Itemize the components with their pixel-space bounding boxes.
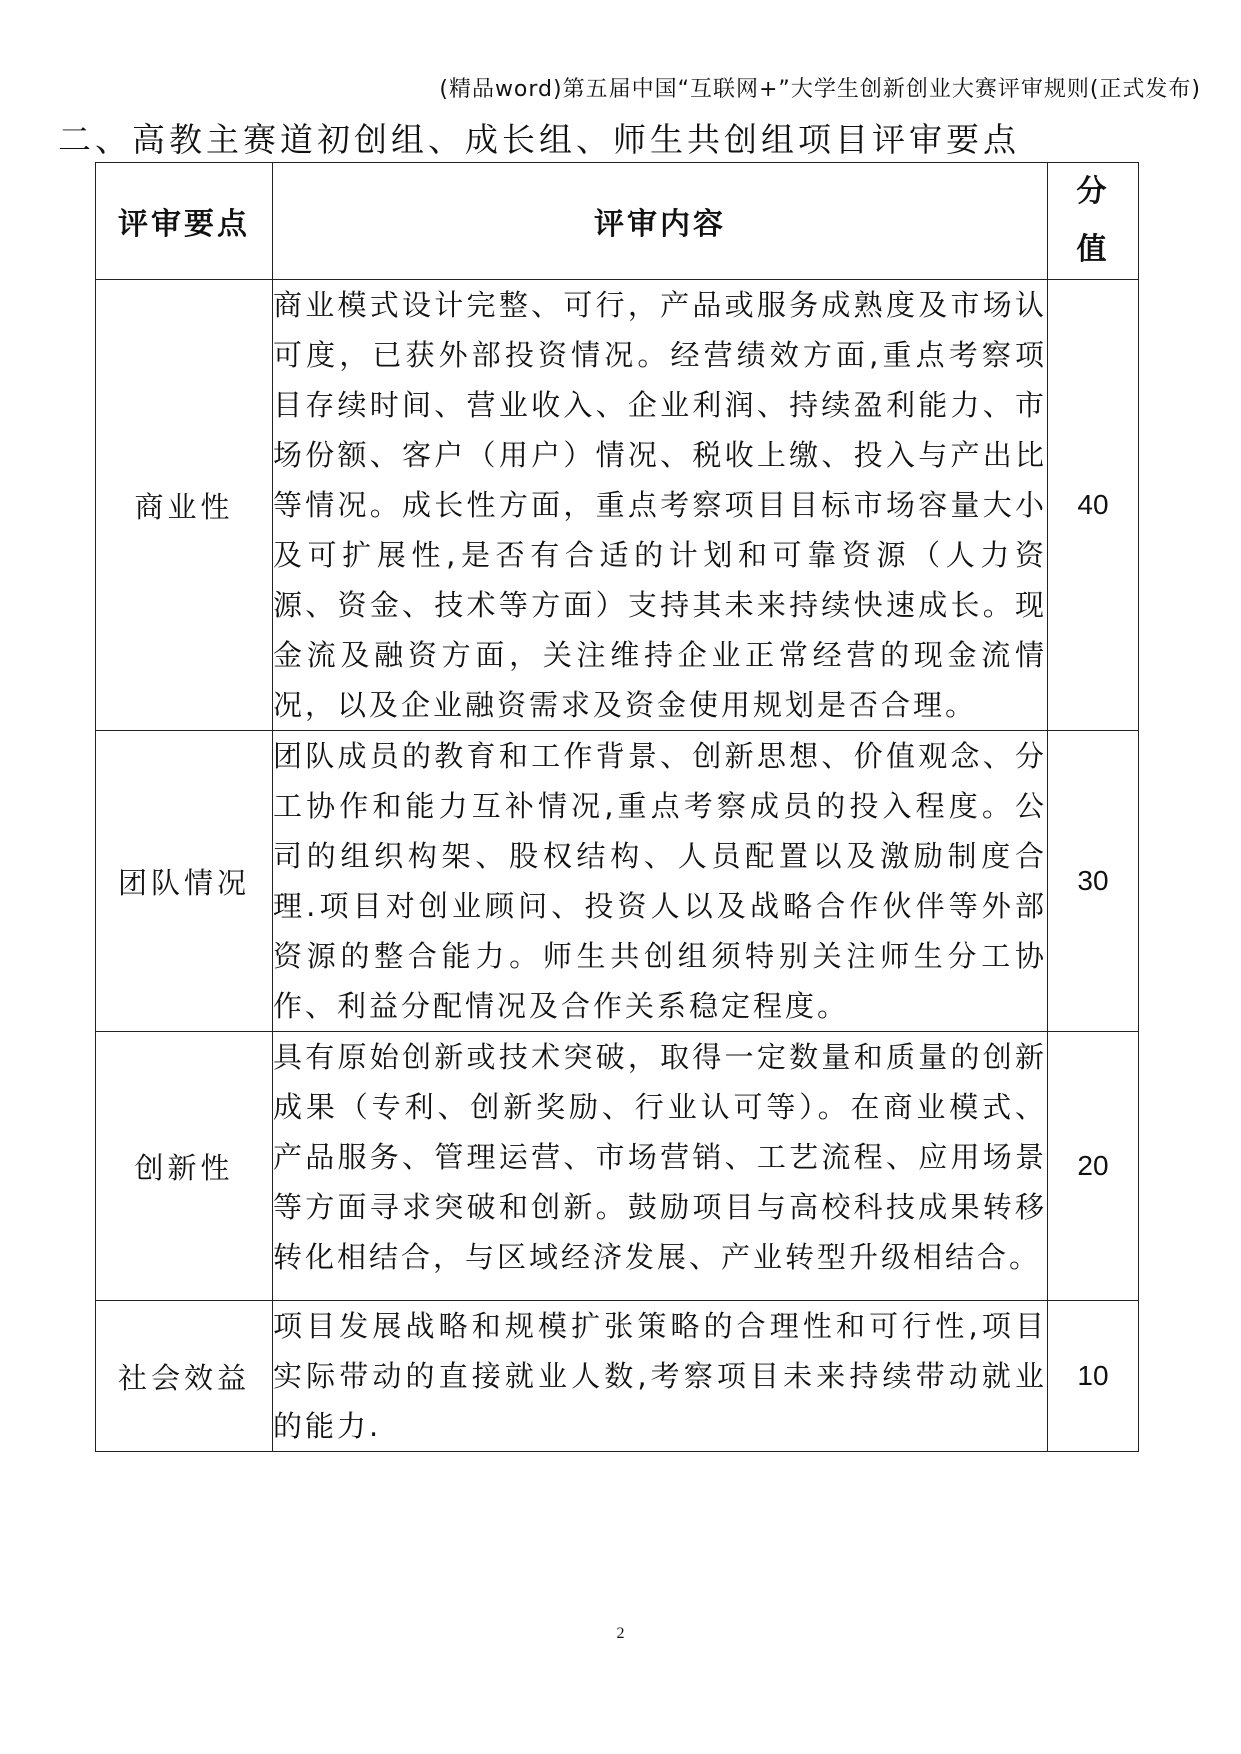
row-review-point: 团队情况 xyxy=(96,731,273,1032)
row-review-point: 商业性 xyxy=(96,280,273,731)
review-criteria-table xyxy=(95,162,1139,1452)
header-review-point: 评审要点 xyxy=(96,163,273,280)
row-score: 20 xyxy=(1048,1032,1139,1301)
table-row xyxy=(96,1301,1139,1452)
table-row xyxy=(96,1032,1139,1301)
row-review-content: 项目发展战略和规模扩张策略的合理性和可行性,项目实际带动的直接就业人数,考察项目未来持续带动就业的能力. xyxy=(273,1301,1048,1452)
row-review-point: 创新性 xyxy=(96,1032,273,1301)
table-row xyxy=(96,731,1139,1032)
section-title: 二、高教主赛道初创组、成长组、师生共创组项目评审要点 xyxy=(58,120,1020,159)
table-header-row xyxy=(96,163,1139,280)
header-score-line1: 分 xyxy=(1076,174,1110,209)
row-score: 10 xyxy=(1048,1301,1139,1452)
row-score: 30 xyxy=(1048,731,1139,1032)
header-review-content: 评审内容 xyxy=(273,163,1048,280)
row-review-content: 商业模式设计完整、可行，产品或服务成熟度及市场认可度，已获外部投资情况。经营绩效方面,重点考察项目存续时间、营业收入、企业利润、持续盈利能力、市场份额、客户（用户）情况、税收上缴、投入与产出比等情况。成长性方面，重点考察项目目标市场容量大小及可扩展性,是否有合适的计划和可靠资源（人力资源、资金、技术等方面）支持其未来持续快速成长。现金流及融资方面，关注维持企业正常经营的现金流情况，以及企业融资需求及资金使用规划是否合理。 xyxy=(273,280,1048,731)
page-number: 2 xyxy=(616,1625,625,1642)
running-header: (精品word)第五届中国“互联网+”大学生创新创业大赛评审规则(正式发布) xyxy=(439,77,1201,102)
row-review-content: 团队成员的教育和工作背景、创新思想、价值观念、分工协作和能力互补情况,重点考察成员的投入程度。公司的组织构架、股权结构、人员配置以及激励制度合理.项目对创业顾问、投资人以及战略合作伙伴等外部资源的整合能力。师生共创组须特别关注师生分工协作、利益分配情况及合作关系稳定程度。 xyxy=(273,731,1048,1032)
table-row xyxy=(96,280,1139,731)
header-score xyxy=(1048,163,1139,280)
header-score-line2: 值 xyxy=(1076,232,1110,267)
row-review-point: 社会效益 xyxy=(96,1301,273,1452)
row-review-content: 具有原始创新或技术突破，取得一定数量和质量的创新成果（专利、创新奖励、行业认可等）。在商业模式、产品服务、管理运营、市场营销、工艺流程、应用场景等方面寻求突破和创新。鼓励项目与高校科技成果转移转化相结合，与区域经济发展、产业转型升级相结合。 xyxy=(273,1032,1048,1301)
row-score: 40 xyxy=(1048,280,1139,731)
